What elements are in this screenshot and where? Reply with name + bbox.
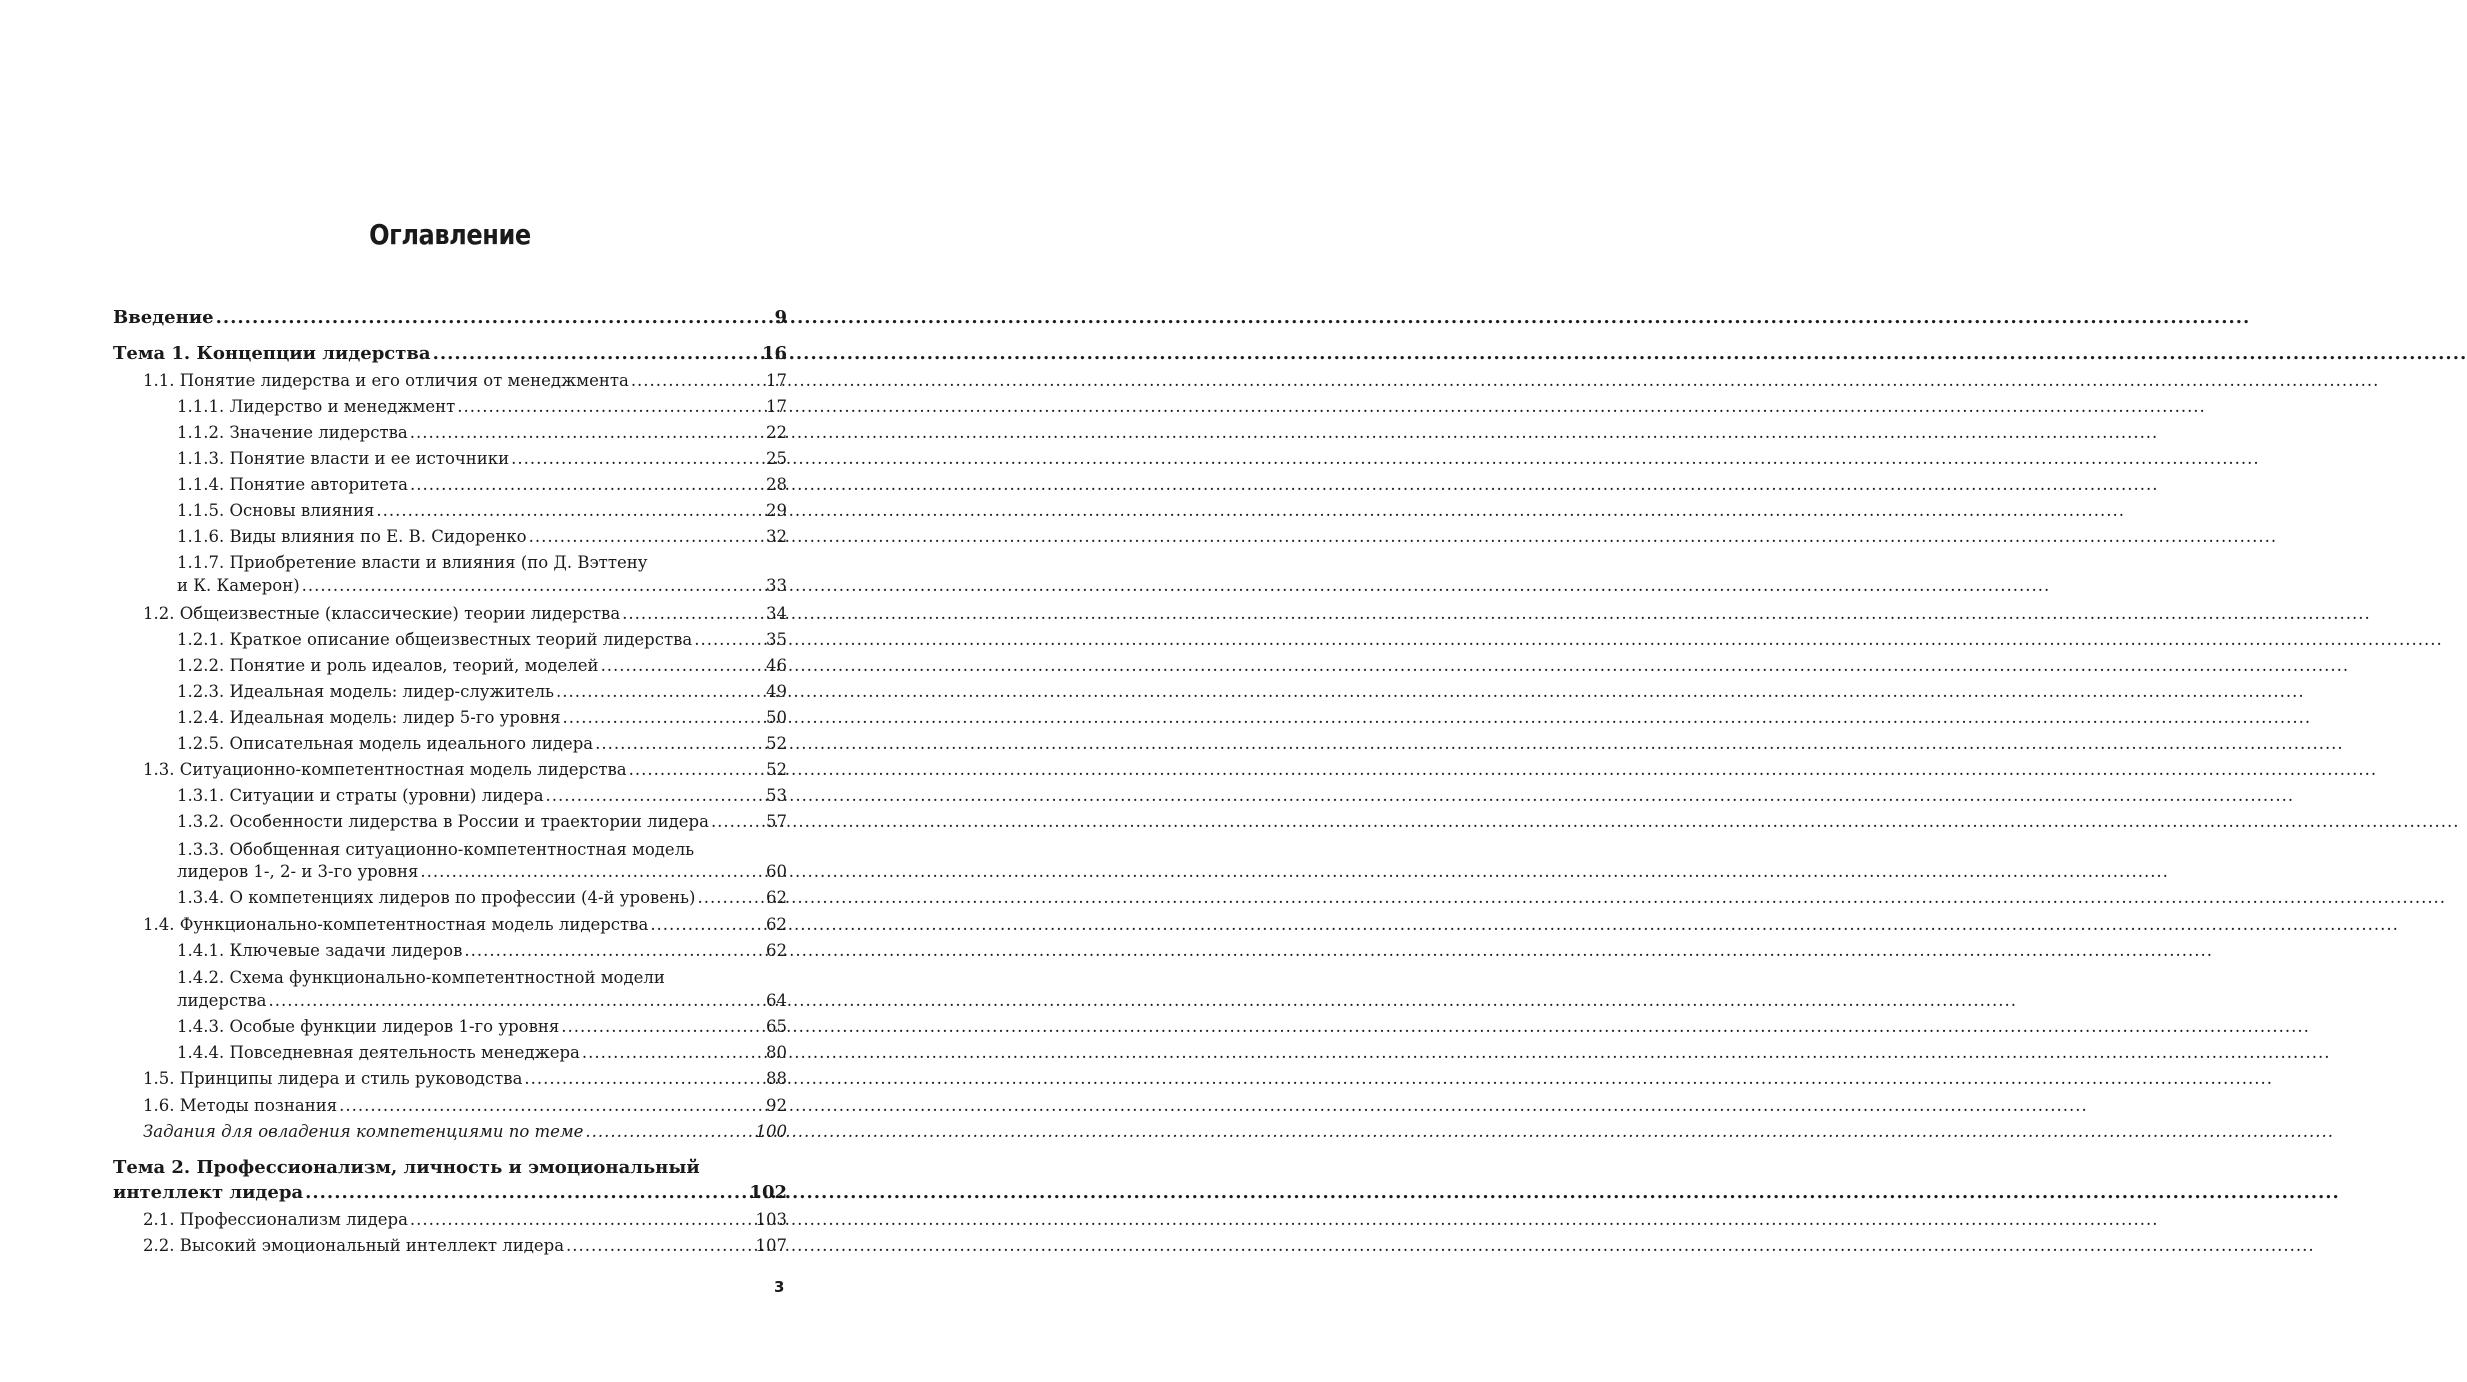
toc-entry-page: 102 [749,1182,787,1203]
dot-leader [694,629,764,651]
dot-leader [561,1016,764,1038]
toc-entry-label: 1.2.4. Идеальная модель: лидер 5-го уровня [177,708,561,727]
toc-entry-topic-2[interactable] [113,1182,787,1204]
toc-entry-page: 92 [766,1096,787,1115]
toc-entry-1-2-1[interactable] [177,629,787,651]
toc-entry-label: 1.2. Общеизвестные (классические) теории лидерства [143,604,621,623]
toc-entry-label: 1.4.4. Повседневная деятельность менеджера [177,1043,580,1062]
toc-entry-1-4-1[interactable] [177,940,787,962]
toc-entry-1-3-3-line1[interactable]: 1.3.3. Обобщенная ситуационно-компетентностная модель [177,840,695,859]
toc-entry-1-2-2[interactable] [177,655,787,677]
toc-entry-label: 1.5. Принципы лидера и стиль руководства [143,1069,523,1088]
toc-entry-page: 65 [766,1017,787,1036]
dot-leader [556,681,764,703]
toc-entry-1-5[interactable] [143,1068,787,1090]
toc-entry-label: 1.2.5. Описательная модель идеального лидера [177,734,594,753]
toc-entry-page: 62 [766,915,787,934]
toc-entry-1-1-7[interactable] [177,575,787,597]
toc-entry-label: 1.1.2. Значение лидерства [177,423,408,442]
toc-entry-label: Тема 1. Концепции лидерства [113,343,431,364]
toc-entry-page: 103 [755,1210,787,1229]
toc-entry-2-1[interactable] [143,1209,787,1231]
toc-entry-page: 64 [766,991,787,1010]
dot-leader [305,1182,747,1204]
toc-entry-label: 1.1.6. Виды влияния по Е. В. Сидоренко [177,527,527,546]
toc-entry-1-3-3[interactable] [177,861,787,883]
toc-entry-1-3-1[interactable] [177,785,787,807]
toc-entry-1-4-2-line1[interactable]: 1.4.2. Схема функционально-компетентностной модели [177,968,665,987]
dot-leader [697,887,764,909]
dot-leader [376,500,764,522]
toc-entry-label: Задания для овладения компетенциями по теме [143,1122,584,1141]
toc-entry-page: 62 [766,888,787,907]
dot-leader [566,1235,753,1257]
toc-entry-page: 60 [766,862,787,881]
dot-leader [464,940,764,962]
toc-entry-1-1[interactable] [143,370,787,392]
dot-leader [268,990,764,1012]
toc-entry-1-2[interactable] [143,603,787,625]
toc-entry-label: 1.1. Понятие лидерства и его отличия от менеджмента [143,371,629,390]
toc-entry-label: 1.4.1. Ключевые задачи лидеров [177,941,463,960]
dot-leader [216,307,773,329]
toc-entry-topic-1[interactable] [113,343,787,365]
dot-leader [582,1042,764,1064]
toc-entry-page: 9 [774,307,787,328]
toc-entry-page: 32 [766,527,787,546]
toc-entry-page: 22 [766,423,787,442]
toc-entry-1-2-5[interactable] [177,733,787,755]
toc-entry-intro[interactable] [113,307,787,329]
toc-entry-page: 17 [766,371,787,390]
toc-entry-page: 17 [766,397,787,416]
dot-leader [629,759,764,781]
toc-entry-1-3-4[interactable] [177,887,787,909]
toc-entry-page: 53 [766,786,787,805]
toc-entry-label: 1.1.1. Лидерство и менеджмент [177,397,456,416]
toc-entry-page: 100 [755,1122,787,1141]
dot-leader [339,1095,764,1117]
toc-entry-1-1-7-line1[interactable]: 1.1.7. Приобретение власти и влияния (по Д. Вэттену [177,553,648,572]
dot-leader [410,422,764,444]
dot-leader [585,1121,753,1143]
toc-entry-label: 1.4.3. Особые функции лидеров 1-го уровня [177,1017,560,1036]
toc-entry-label: 1.1.4. Понятие авторитета [177,475,408,494]
dot-leader [457,396,764,418]
dot-leader [511,448,764,470]
toc-entry-1-1-3[interactable] [177,448,787,470]
toc-entry-1-3-2[interactable] [177,811,787,833]
toc-entry-page: 29 [766,501,787,520]
toc-entry-1-1-6[interactable] [177,526,787,548]
dot-leader [631,370,764,392]
toc-entry-page: 35 [766,630,787,649]
toc-entry-1-4[interactable] [143,914,787,936]
toc-entry-1-4-3[interactable] [177,1016,787,1038]
toc-entry-1-2-4[interactable] [177,707,787,729]
dot-leader [622,603,764,625]
dot-leader [410,474,764,496]
toc-entry-1-1-1[interactable] [177,396,787,418]
toc-entry-1-4-2[interactable] [177,990,787,1012]
toc-entry-label: Введение [113,307,214,328]
toc-entry-label: 1.2.1. Краткое описание общеизвестных теорий лидерства [177,630,693,649]
toc-entry-label: интеллект лидера [113,1182,304,1203]
toc-entry-1-2-3[interactable] [177,681,787,703]
toc-entry-page: 62 [766,941,787,960]
toc-entry-label: 1.3.4. О компетенциях лидеров по профессии (4-й уровень) [177,888,696,907]
toc-entry-page: 49 [766,682,787,701]
dot-leader [410,1209,754,1231]
dot-leader [650,914,764,936]
toc-entry-1-6[interactable] [143,1095,787,1117]
toc-entry-label: 1.3.2. Особенности лидерства в России и траектории лидера [177,812,709,831]
toc-entry-page: 46 [766,656,787,675]
dot-leader [711,811,764,833]
toc-entry-label: 2.2. Высокий эмоциональный интеллект лидера [143,1236,565,1255]
toc-entry-label: лидеров 1-, 2- и 3-го уровня [177,862,419,881]
toc-entry-page: 28 [766,475,787,494]
dot-leader [433,343,760,365]
toc-entry-page: 57 [766,812,787,831]
toc-entry-page: 16 [761,343,787,364]
dot-leader [563,707,764,729]
dot-leader [420,861,764,883]
toc-entry-1-1-5[interactable] [177,500,787,522]
toc-entry-label: 1.1.3. Понятие власти и ее источники [177,449,510,468]
toc-entry-label: 1.2.3. Идеальная модель: лидер-служитель [177,682,555,701]
toc-entry-label: 1.1.5. Основы влияния [177,501,375,520]
toc-entry-page: 34 [766,604,787,623]
toc-entry-label: лидерства [177,991,267,1010]
toc-entry-tasks-1[interactable] [143,1121,787,1143]
dot-leader [302,575,764,597]
toc-entry-page: 52 [766,734,787,753]
toc-entry-page: 80 [766,1043,787,1062]
toc-entry-1-1-2[interactable] [177,422,787,444]
toc-entry-1-1-4[interactable] [177,474,787,496]
toc-entry-2-2[interactable] [143,1235,787,1257]
toc-entry-label: 1.2.2. Понятие и роль идеалов, теорий, моделей [177,656,599,675]
toc-entry-label: 1.3.1. Ситуации и страты (уровни) лидера [177,786,544,805]
toc-entry-page: 107 [755,1236,787,1255]
toc-entry-page: 50 [766,708,787,727]
dot-leader [524,1068,764,1090]
dot-leader [595,733,764,755]
toc-entry-1-4-4[interactable] [177,1042,787,1064]
toc-entry-label: и К. Камерон) [177,576,300,595]
dot-leader [546,785,764,807]
toc-entry-label: 1.3. Ситуационно-компетентностная модель лидерства [143,760,627,779]
toc-entry-label: 2.1. Профессионализм лидера [143,1210,408,1229]
page-title: Оглавление [369,218,531,251]
toc-entry-page: 52 [766,760,787,779]
toc-entry-topic-2-line1[interactable]: Тема 2. Профессионализм, личность и эмоциональный [113,1157,700,1178]
toc-entry-page: 33 [766,576,787,595]
page-number: 3 [774,1278,785,1296]
toc-entry-page: 25 [766,449,787,468]
dot-leader [529,526,764,548]
dot-leader [601,655,764,677]
toc-entry-1-3[interactable] [143,759,787,781]
toc-entry-label: 1.4. Функционально-компетентностная модель лидерства [143,915,649,934]
toc-entry-page: 88 [766,1069,787,1088]
toc-entry-label: 1.6. Методы познания [143,1096,338,1115]
